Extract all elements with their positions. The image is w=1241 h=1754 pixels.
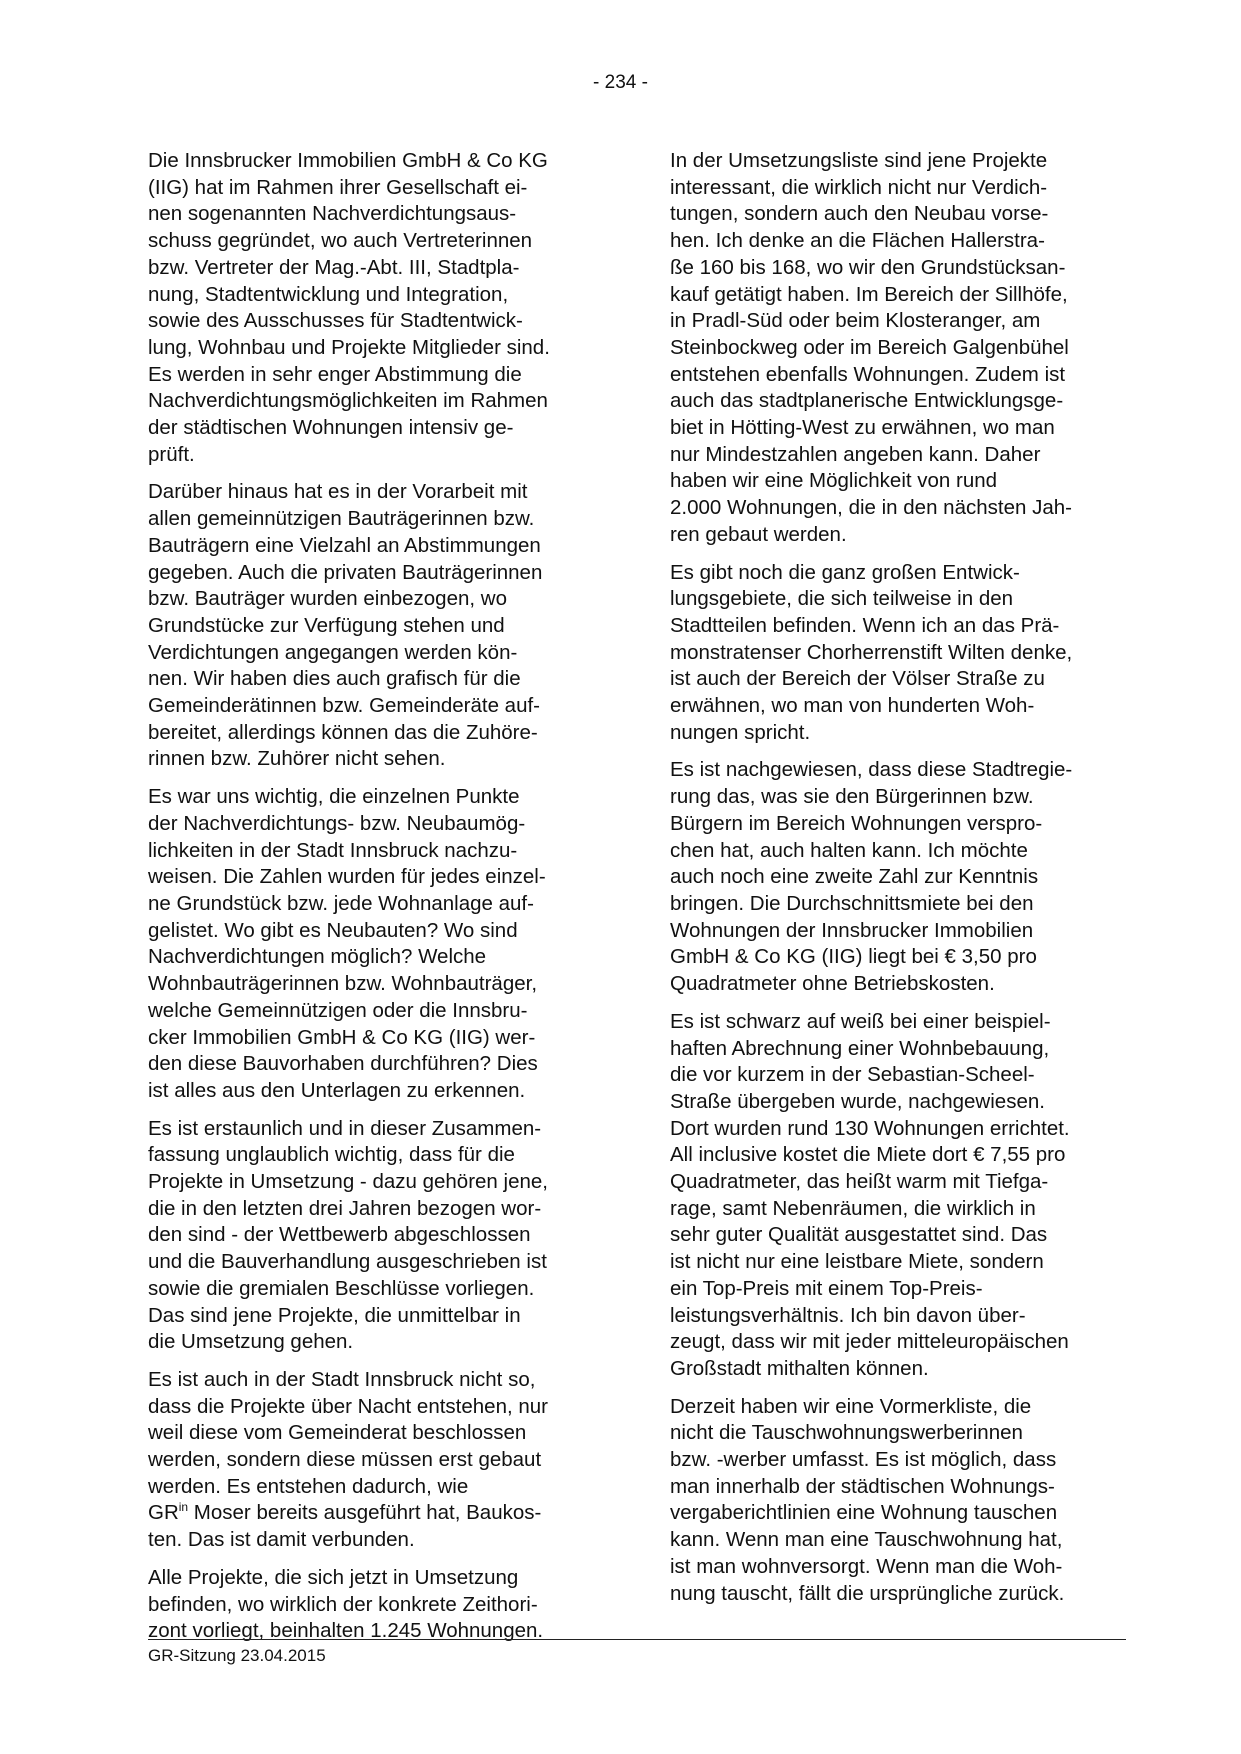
text-line: Es ist erstaunlich und in dieser Zusammen- <box>148 1116 542 1140</box>
paragraph <box>148 148 603 468</box>
text-line: Alle Projekte, die sich jetzt in Umsetzung <box>148 1565 519 1589</box>
text-line: Nachverdichtungen möglich? Welche <box>148 945 487 969</box>
text-line: haften Abrechnung einer Wohnbebauung, <box>670 1036 1050 1060</box>
text-line: ße 160 bis 168, wo wir den Grundstücksan- <box>670 255 1066 279</box>
text-line: Quadratmeter ohne Betriebskosten. <box>670 972 995 996</box>
text-line: In der Umsetzungsliste sind jene Projekte <box>670 149 1048 172</box>
text-line: den diese Bauvorhaben durchführen? Dies <box>148 1052 538 1076</box>
text-line: nung, Stadtentwicklung und Integration, <box>148 282 509 306</box>
text-line: weil diese vom Gemeinderat beschlossen <box>148 1421 527 1445</box>
text-line: ist auch der Bereich der Völser Straße zu <box>670 667 1045 691</box>
text-line: Nachverdichtungsmöglichkeiten im Rahmen <box>148 389 548 413</box>
text-line: bzw. Vertreter der Mag.-Abt. III, Stadtpla- <box>148 255 520 279</box>
text-line: monstratenser Chorherrenstift Wilten denke, <box>670 640 1073 664</box>
text-line: Straße übergeben wurde, nachgewiesen. <box>670 1089 1045 1113</box>
text-line: dass die Projekte über Nacht entstehen, nur <box>148 1394 548 1418</box>
text-line: Darüber hinaus hat es in der Vorarbeit mit <box>148 480 528 504</box>
text-line: lung, Wohnbau und Projekte Mitglieder sind. <box>148 335 550 359</box>
paragraph <box>670 1009 1125 1383</box>
text-line: Es ist schwarz auf weiß bei einer beispiel- <box>670 1009 1051 1033</box>
paragraph <box>670 148 1125 549</box>
councillor-abbreviation: GR <box>148 1501 179 1525</box>
text-line: nung tauscht, fällt die ursprüngliche zurück. <box>670 1581 1065 1605</box>
text-line: All inclusive kostet die Miete dort € 7,55 pro <box>670 1143 1066 1167</box>
text-line: nicht die Tauschwohnungswerberinnen <box>670 1421 1023 1445</box>
text-line: man innerhalb der städtischen Wohnungs- <box>670 1474 1055 1498</box>
text-line: gegeben. Auch die privaten Bauträgerinnen <box>148 560 543 584</box>
text-line: welche Gemeinnützigen oder die Innsbru- <box>148 998 528 1022</box>
text-line: zont vorliegt, beinhalten 1.245 Wohnungen. <box>148 1619 544 1643</box>
paragraph <box>148 784 603 1104</box>
text-line: Wohnbauträgerinnen bzw. Wohnbauträger, <box>148 972 538 996</box>
text-line: sehr guter Qualität ausgestattet sind. Das <box>670 1223 1048 1247</box>
text-line: Verdichtungen angegangen werden kön- <box>148 640 518 664</box>
text-line: gelistet. Wo gibt es Neubauten? Wo sind <box>148 918 518 942</box>
page-number: - 234 - <box>593 72 648 93</box>
text-line: Die Innsbrucker Immobilien GmbH & Co KG <box>148 149 548 172</box>
text-line: Bürgern im Bereich Wohnungen verspro- <box>670 811 1043 835</box>
text-line: ist nicht nur eine leistbare Miete, sondern <box>670 1250 1044 1274</box>
text-line: zeugt, dass wir mit jeder mitteleuropäischen <box>670 1330 1069 1354</box>
text-line: ten. Das ist damit verbunden. <box>148 1528 415 1552</box>
text-line: tungen, sondern auch den Neubau vorse- <box>670 202 1049 226</box>
text-line: bzw. Bauträger wurden einbezogen, wo <box>148 587 507 611</box>
text-line: die in den letzten drei Jahren bezogen wor- <box>148 1196 542 1220</box>
text-line: Grundstücke zur Verfügung stehen und <box>148 613 505 637</box>
paragraph <box>670 560 1125 747</box>
text-line: werden. Es entstehen dadurch, wie <box>148 1474 469 1498</box>
paragraph <box>148 1116 603 1356</box>
text-line: in Pradl-Süd oder beim Klosteranger, am <box>670 309 1041 333</box>
text-line: chen hat, auch halten kann. Ich möchte <box>670 838 1028 862</box>
footer-session-date: GR-Sitzung 23.04.2015 <box>148 1646 326 1665</box>
text-line: hen. Ich denke an die Flächen Hallerstra- <box>670 229 1045 253</box>
text-line: fassung unglaublich wichtig, dass für die <box>148 1143 515 1167</box>
text-line: erwähnen, wo man von hunderten Woh- <box>670 694 1035 718</box>
text-line: Das sind jene Projekte, die unmittelbar in <box>148 1303 521 1327</box>
text-line: der Nachverdichtungs- bzw. Neubaumög- <box>148 811 526 835</box>
text-line: sowie des Ausschusses für Stadtentwick- <box>148 309 523 333</box>
text-line: Dort wurden rund 130 Wohnungen errichtet. <box>670 1116 1070 1140</box>
text-line: Es ist auch in der Stadt Innsbruck nicht so, <box>148 1367 536 1391</box>
text-line: Wohnungen der Innsbrucker Immobilien <box>670 918 1034 942</box>
text-line: die Umsetzung gehen. <box>148 1330 354 1354</box>
text-line: entstehen ebenfalls Wohnungen. Zudem ist <box>670 362 1066 386</box>
text-line: Es war uns wichtig, die einzelnen Punkte <box>148 785 520 809</box>
right-column <box>670 148 1125 1607</box>
text-line: rung das, was sie den Bürgerinnen bzw. <box>670 785 1034 809</box>
footer-divider <box>148 1639 1126 1640</box>
text-line: Großstadt mithalten können. <box>670 1356 929 1380</box>
paragraph <box>148 479 603 773</box>
text-line: werden, sondern diese müssen erst gebaut <box>148 1448 542 1472</box>
text-line: die vor kurzem in der Sebastian-Scheel- <box>670 1063 1035 1087</box>
text-line: leistungsverhältnis. Ich bin davon über- <box>670 1303 1026 1327</box>
text-line: und die Bauverhandlung ausgeschrieben ist <box>148 1250 547 1274</box>
text-line: Es gibt noch die ganz großen Entwick- <box>670 560 1020 584</box>
text-line: sowie die gremialen Beschlüsse vorliegen. <box>148 1276 535 1300</box>
text-line: Quadratmeter, das heißt warm mit Tiefga- <box>670 1170 1049 1194</box>
text-line: ein Top-Preis mit einem Top-Preis- <box>670 1276 983 1300</box>
text-line: auch noch eine zweite Zahl zur Kenntnis <box>670 865 1039 889</box>
text-line: nen sogenannten Nachverdichtungsaus- <box>148 202 517 226</box>
text-line: lichkeiten in der Stadt Innsbruck nachzu- <box>148 838 518 862</box>
text-line: kauf getätigt haben. Im Bereich der Sillhöfe, <box>670 282 1068 306</box>
text-line: haben wir eine Möglichkeit von rund <box>670 469 998 493</box>
text-line: bringen. Die Durchschnittsmiete bei den <box>670 891 1034 915</box>
text-line: prüft. <box>148 442 195 466</box>
text-line: nen. Wir haben dies auch grafisch für die <box>148 667 521 691</box>
text-line: kann. Wenn man eine Tauschwohnung hat, <box>670 1528 1063 1552</box>
text-line: auch das stadtplanerische Entwicklungsge- <box>670 389 1064 413</box>
text-line: biet in Hötting-West zu erwähnen, wo man <box>670 416 1055 440</box>
paragraph <box>670 1394 1125 1608</box>
text-line: Stadtteilen befinden. Wenn ich an das Prä- <box>670 613 1060 637</box>
text-line: ist man wohnversorgt. Wenn man die Woh- <box>670 1554 1063 1578</box>
text-line: 2.000 Wohnungen, die in den nächsten Jah- <box>670 496 1072 520</box>
text-line: Es werden in sehr enger Abstimmung die <box>148 362 522 386</box>
text-line: ist alles aus den Unterlagen zu erkennen. <box>148 1078 526 1102</box>
paragraph <box>148 1367 603 1554</box>
paragraph <box>148 1565 603 1645</box>
text-line <box>148 1500 603 1527</box>
text-line: schuss gegründet, wo auch Vertreterinnen <box>148 229 533 253</box>
text-line: (IIG) hat im Rahmen ihrer Gesellschaft ei- <box>148 175 528 199</box>
text-line: rinnen bzw. Zuhörer nicht sehen. <box>148 747 446 771</box>
text-line: befinden, wo wirklich der konkrete Zeithori- <box>148 1592 538 1616</box>
text-line: Steinbockweg oder im Bereich Galgenbühel <box>670 335 1069 359</box>
text-line: nungen spricht. <box>670 720 811 744</box>
text-line: Derzeit haben wir eine Vormerkliste, die <box>670 1394 1032 1418</box>
text-line: den sind - der Wettbewerb abgeschlossen <box>148 1223 531 1247</box>
text-line: rage, samt Nebenräumen, die wirklich in <box>670 1196 1036 1220</box>
text-line: bzw. -werber umfasst. Es ist möglich, dass <box>670 1448 1057 1472</box>
text-line: allen gemeinnützigen Bauträgerinnen bzw. <box>148 507 535 531</box>
text-line: ne Grundstück bzw. jede Wohnanlage auf- <box>148 891 534 915</box>
gender-superscript: in <box>178 1499 189 1514</box>
text-line: GmbH & Co KG (IIG) liegt bei € 3,50 pro <box>670 945 1037 969</box>
text-line: Es ist nachgewiesen, dass diese Stadtregie- <box>670 758 1073 782</box>
text-line: bereitet, allerdings können das die Zuhöre- <box>148 720 538 744</box>
left-column <box>148 148 603 1645</box>
text-line: lungsgebiete, die sich teilweise in den <box>670 587 1014 611</box>
text-line: interessant, die wirklich nicht nur Verdich- <box>670 175 1048 199</box>
text-line-tail: Moser bereits ausgeführt hat, Baukos- <box>188 1501 542 1525</box>
text-line: nur Mindestzahlen angeben kann. Daher <box>670 442 1041 466</box>
text-line: weisen. Die Zahlen wurden für jedes einzel- <box>148 865 546 889</box>
paragraph <box>670 757 1125 997</box>
text-line: Projekte in Umsetzung - dazu gehören jene, <box>148 1170 548 1194</box>
text-line: Gemeinderätinnen bzw. Gemeinderäte auf- <box>148 694 541 718</box>
text-line: der städtischen Wohnungen intensiv ge- <box>148 416 514 440</box>
text-line: ren gebaut werden. <box>670 522 847 546</box>
text-line: cker Immobilien GmbH & Co KG (IIG) wer- <box>148 1025 536 1049</box>
text-line: vergaberichtlinien eine Wohnung tauschen <box>670 1501 1058 1525</box>
text-line: Bauträgern eine Vielzahl an Abstimmungen <box>148 533 541 557</box>
